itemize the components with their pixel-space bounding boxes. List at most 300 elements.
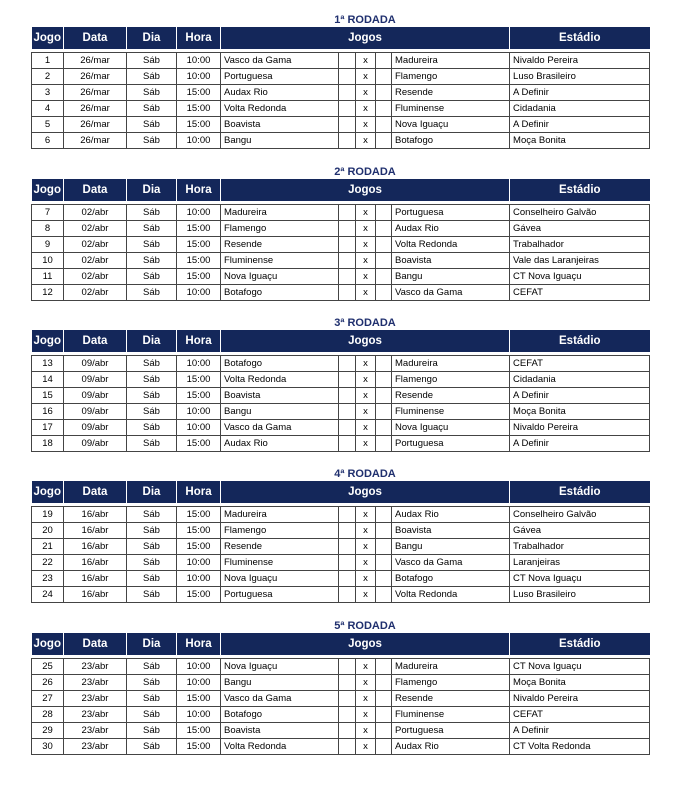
cell-away: Fluminense	[392, 707, 510, 723]
cell-jogo: 21	[32, 539, 64, 555]
cell-estadio: Moça Bonita	[510, 675, 650, 691]
cell-jogo: 27	[32, 691, 64, 707]
cell-dia: Sáb	[127, 555, 177, 571]
cell-home: Botafogo	[221, 285, 339, 301]
header-jogo: Jogo	[32, 481, 64, 503]
table-row	[32, 237, 650, 253]
cell-dia: Sáb	[127, 691, 177, 707]
cell-estadio: Moça Bonita	[510, 404, 650, 420]
cell-estadio: Nivaldo Pereira	[510, 53, 650, 69]
cell-away: Bangu	[392, 539, 510, 555]
cell-dia: Sáb	[127, 221, 177, 237]
cell-data: 26/mar	[64, 69, 127, 85]
cell-home: Madureira	[221, 205, 339, 221]
cell-home: Audax Rio	[221, 436, 339, 452]
table-row	[32, 571, 650, 587]
cell-home: Botafogo	[221, 707, 339, 723]
round-title: 2ª RODADA	[334, 166, 396, 178]
cell-estadio: Luso Brasileiro	[510, 69, 650, 85]
cell-dia: Sáb	[127, 253, 177, 269]
cell-data: 16/abr	[64, 587, 127, 603]
cell-spacer	[339, 404, 356, 420]
cell-jogo: 29	[32, 723, 64, 739]
cell-away: Bangu	[392, 269, 510, 285]
cell-spacer	[376, 205, 392, 221]
cell-spacer	[339, 555, 356, 571]
cell-x: x	[356, 237, 376, 253]
cell-home: Volta Redonda	[221, 101, 339, 117]
cell-spacer	[339, 221, 356, 237]
cell-estadio: Trabalhador	[510, 237, 650, 253]
cell-data: 02/abr	[64, 221, 127, 237]
cell-away: Fluminense	[392, 404, 510, 420]
header-jogo: Jogo	[32, 633, 64, 655]
cell-jogo: 20	[32, 523, 64, 539]
cell-spacer	[376, 117, 392, 133]
cell-estadio: CEFAT	[510, 707, 650, 723]
cell-dia: Sáb	[127, 117, 177, 133]
cell-x: x	[356, 269, 376, 285]
cell-home: Botafogo	[221, 356, 339, 372]
cell-away: Volta Redonda	[392, 237, 510, 253]
cell-x: x	[356, 723, 376, 739]
cell-jogo: 12	[32, 285, 64, 301]
header-hora: Hora	[177, 481, 221, 503]
cell-away: Vasco da Gama	[392, 555, 510, 571]
cell-x: x	[356, 587, 376, 603]
cell-data: 16/abr	[64, 555, 127, 571]
cell-away: Nova Iguaçu	[392, 117, 510, 133]
cell-away: Portuguesa	[392, 205, 510, 221]
cell-jogo: 23	[32, 571, 64, 587]
cell-hora: 10:00	[177, 356, 221, 372]
cell-dia: Sáb	[127, 205, 177, 221]
cell-away: Fluminense	[392, 101, 510, 117]
cell-spacer	[339, 85, 356, 101]
cell-spacer	[376, 372, 392, 388]
cell-spacer	[376, 707, 392, 723]
header-data: Data	[64, 633, 127, 655]
cell-away: Audax Rio	[392, 739, 510, 755]
round-title: 4ª RODADA	[334, 468, 396, 480]
header-jogos: Jogos	[221, 179, 510, 201]
cell-estadio: A Definir	[510, 436, 650, 452]
cell-hora: 15:00	[177, 372, 221, 388]
cell-spacer	[376, 237, 392, 253]
table-row	[32, 507, 650, 523]
cell-dia: Sáb	[127, 69, 177, 85]
cell-home: Nova Iguaçu	[221, 659, 339, 675]
cell-spacer	[376, 388, 392, 404]
cell-spacer	[339, 507, 356, 523]
cell-hora: 10:00	[177, 285, 221, 301]
cell-home: Vasco da Gama	[221, 420, 339, 436]
table-row	[32, 285, 650, 301]
cell-jogo: 11	[32, 269, 64, 285]
cell-estadio: A Definir	[510, 723, 650, 739]
cell-data: 23/abr	[64, 659, 127, 675]
cell-hora: 15:00	[177, 739, 221, 755]
cell-jogo: 14	[32, 372, 64, 388]
header-dia: Dia	[127, 179, 177, 201]
cell-home: Vasco da Gama	[221, 53, 339, 69]
cell-spacer	[339, 133, 356, 149]
cell-spacer	[376, 571, 392, 587]
table-row	[32, 436, 650, 452]
cell-hora: 10:00	[177, 571, 221, 587]
cell-jogo: 16	[32, 404, 64, 420]
cell-hora: 10:00	[177, 133, 221, 149]
cell-x: x	[356, 523, 376, 539]
cell-home: Resende	[221, 237, 339, 253]
cell-spacer	[376, 356, 392, 372]
table-row	[32, 117, 650, 133]
cell-away: Resende	[392, 388, 510, 404]
cell-away: Madureira	[392, 53, 510, 69]
cell-away: Portuguesa	[392, 723, 510, 739]
cell-data: 16/abr	[64, 571, 127, 587]
cell-dia: Sáb	[127, 723, 177, 739]
cell-home: Resende	[221, 539, 339, 555]
header-estadio: Estádio	[510, 330, 650, 352]
cell-jogo: 7	[32, 205, 64, 221]
cell-spacer	[339, 69, 356, 85]
cell-dia: Sáb	[127, 523, 177, 539]
cell-x: x	[356, 117, 376, 133]
cell-hora: 15:00	[177, 117, 221, 133]
cell-dia: Sáb	[127, 356, 177, 372]
cell-jogo: 6	[32, 133, 64, 149]
cell-home: Volta Redonda	[221, 739, 339, 755]
cell-x: x	[356, 420, 376, 436]
cell-estadio: Conselheiro Galvão	[510, 205, 650, 221]
cell-estadio: Cidadania	[510, 372, 650, 388]
cell-data: 26/mar	[64, 101, 127, 117]
table-row	[32, 85, 650, 101]
cell-x: x	[356, 707, 376, 723]
cell-estadio: Nivaldo Pereira	[510, 420, 650, 436]
cell-estadio: Conselheiro Galvão	[510, 507, 650, 523]
cell-home: Boavista	[221, 388, 339, 404]
header-data: Data	[64, 179, 127, 201]
header-hora: Hora	[177, 633, 221, 655]
cell-data: 23/abr	[64, 691, 127, 707]
header-data: Data	[64, 481, 127, 503]
cell-data: 09/abr	[64, 356, 127, 372]
cell-x: x	[356, 539, 376, 555]
header-dia: Dia	[127, 481, 177, 503]
table-row	[32, 555, 650, 571]
cell-spacer	[339, 372, 356, 388]
header-jogo: Jogo	[32, 179, 64, 201]
cell-data: 23/abr	[64, 675, 127, 691]
cell-estadio: CT Volta Redonda	[510, 739, 650, 755]
cell-hora: 15:00	[177, 523, 221, 539]
cell-estadio: CT Nova Iguaçu	[510, 571, 650, 587]
cell-x: x	[356, 436, 376, 452]
table-row	[32, 69, 650, 85]
header-data: Data	[64, 330, 127, 352]
cell-home: Nova Iguaçu	[221, 571, 339, 587]
round-table	[31, 330, 650, 452]
cell-spacer	[376, 675, 392, 691]
cell-dia: Sáb	[127, 404, 177, 420]
cell-spacer	[376, 555, 392, 571]
cell-dia: Sáb	[127, 372, 177, 388]
cell-spacer	[339, 101, 356, 117]
cell-x: x	[356, 388, 376, 404]
cell-spacer	[339, 420, 356, 436]
cell-x: x	[356, 205, 376, 221]
round-table	[31, 27, 650, 149]
cell-x: x	[356, 675, 376, 691]
cell-spacer	[339, 587, 356, 603]
cell-x: x	[356, 404, 376, 420]
cell-x: x	[356, 69, 376, 85]
cell-jogo: 24	[32, 587, 64, 603]
cell-home: Fluminense	[221, 253, 339, 269]
header-jogo: Jogo	[32, 330, 64, 352]
round-section	[31, 467, 649, 603]
round-title: 1ª RODADA	[334, 14, 396, 26]
cell-spacer	[376, 739, 392, 755]
cell-spacer	[376, 221, 392, 237]
cell-spacer	[339, 253, 356, 269]
cell-dia: Sáb	[127, 739, 177, 755]
header-jogo: Jogo	[32, 27, 64, 49]
cell-x: x	[356, 133, 376, 149]
cell-jogo: 26	[32, 675, 64, 691]
cell-home: Bangu	[221, 675, 339, 691]
header-hora: Hora	[177, 330, 221, 352]
round-title: 3ª RODADA	[334, 317, 396, 329]
cell-estadio: A Definir	[510, 85, 650, 101]
cell-x: x	[356, 85, 376, 101]
cell-jogo: 15	[32, 388, 64, 404]
cell-away: Flamengo	[392, 372, 510, 388]
cell-data: 02/abr	[64, 205, 127, 221]
header-jogos: Jogos	[221, 633, 510, 655]
header-estadio: Estádio	[510, 179, 650, 201]
cell-dia: Sáb	[127, 388, 177, 404]
cell-data: 09/abr	[64, 420, 127, 436]
cell-jogo: 1	[32, 53, 64, 69]
cell-hora: 10:00	[177, 555, 221, 571]
cell-away: Volta Redonda	[392, 587, 510, 603]
cell-x: x	[356, 571, 376, 587]
cell-spacer	[339, 117, 356, 133]
cell-hora: 15:00	[177, 587, 221, 603]
cell-estadio: Nivaldo Pereira	[510, 691, 650, 707]
header-jogos: Jogos	[221, 27, 510, 49]
table-row	[32, 659, 650, 675]
cell-spacer	[376, 133, 392, 149]
header-data: Data	[64, 27, 127, 49]
table-row	[32, 253, 650, 269]
cell-data: 23/abr	[64, 723, 127, 739]
round-section	[31, 619, 649, 755]
cell-data: 16/abr	[64, 523, 127, 539]
table-row	[32, 691, 650, 707]
cell-hora: 15:00	[177, 691, 221, 707]
table-row	[32, 53, 650, 69]
round-section	[31, 165, 649, 301]
cell-jogo: 19	[32, 507, 64, 523]
cell-hora: 15:00	[177, 507, 221, 523]
cell-hora: 15:00	[177, 101, 221, 117]
cell-dia: Sáb	[127, 85, 177, 101]
cell-spacer	[376, 269, 392, 285]
cell-hora: 15:00	[177, 221, 221, 237]
cell-jogo: 9	[32, 237, 64, 253]
cell-spacer	[339, 691, 356, 707]
cell-data: 02/abr	[64, 253, 127, 269]
cell-away: Resende	[392, 691, 510, 707]
cell-estadio: Trabalhador	[510, 539, 650, 555]
cell-data: 16/abr	[64, 539, 127, 555]
cell-spacer	[376, 253, 392, 269]
cell-spacer	[339, 723, 356, 739]
cell-dia: Sáb	[127, 571, 177, 587]
cell-data: 09/abr	[64, 388, 127, 404]
cell-estadio: Gávea	[510, 523, 650, 539]
cell-spacer	[339, 539, 356, 555]
cell-home: Nova Iguaçu	[221, 269, 339, 285]
table-row	[32, 372, 650, 388]
cell-jogo: 25	[32, 659, 64, 675]
cell-away: Resende	[392, 85, 510, 101]
cell-estadio: Laranjeiras	[510, 555, 650, 571]
cell-data: 23/abr	[64, 739, 127, 755]
cell-estadio: CT Nova Iguaçu	[510, 269, 650, 285]
cell-spacer	[339, 523, 356, 539]
cell-estadio: Vale das Laranjeiras	[510, 253, 650, 269]
cell-dia: Sáb	[127, 436, 177, 452]
header-jogos: Jogos	[221, 330, 510, 352]
table-row	[32, 269, 650, 285]
cell-jogo: 4	[32, 101, 64, 117]
header-hora: Hora	[177, 179, 221, 201]
cell-away: Flamengo	[392, 675, 510, 691]
header-dia: Dia	[127, 633, 177, 655]
table-row	[32, 420, 650, 436]
cell-spacer	[376, 659, 392, 675]
cell-spacer	[339, 237, 356, 253]
cell-spacer	[339, 205, 356, 221]
table-row	[32, 707, 650, 723]
table-row	[32, 587, 650, 603]
cell-jogo: 28	[32, 707, 64, 723]
cell-dia: Sáb	[127, 285, 177, 301]
cell-estadio: CT Nova Iguaçu	[510, 659, 650, 675]
cell-dia: Sáb	[127, 675, 177, 691]
cell-dia: Sáb	[127, 707, 177, 723]
cell-spacer	[376, 507, 392, 523]
round-section	[31, 13, 649, 149]
cell-jogo: 3	[32, 85, 64, 101]
cell-hora: 10:00	[177, 53, 221, 69]
table-row	[32, 221, 650, 237]
cell-home: Portuguesa	[221, 587, 339, 603]
cell-jogo: 13	[32, 356, 64, 372]
cell-estadio: Cidadania	[510, 101, 650, 117]
cell-hora: 15:00	[177, 388, 221, 404]
cell-hora: 15:00	[177, 723, 221, 739]
header-dia: Dia	[127, 27, 177, 49]
cell-hora: 10:00	[177, 420, 221, 436]
cell-spacer	[376, 587, 392, 603]
cell-jogo: 18	[32, 436, 64, 452]
table-row	[32, 404, 650, 420]
cell-estadio: CEFAT	[510, 356, 650, 372]
cell-spacer	[376, 539, 392, 555]
cell-away: Flamengo	[392, 69, 510, 85]
cell-spacer	[376, 691, 392, 707]
cell-x: x	[356, 659, 376, 675]
cell-x: x	[356, 253, 376, 269]
cell-hora: 15:00	[177, 85, 221, 101]
cell-spacer	[339, 269, 356, 285]
cell-away: Audax Rio	[392, 507, 510, 523]
cell-spacer	[339, 571, 356, 587]
cell-spacer	[376, 436, 392, 452]
cell-dia: Sáb	[127, 269, 177, 285]
cell-data: 02/abr	[64, 269, 127, 285]
cell-spacer	[339, 707, 356, 723]
cell-estadio: A Definir	[510, 117, 650, 133]
header-hora: Hora	[177, 27, 221, 49]
cell-spacer	[376, 285, 392, 301]
cell-home: Fluminense	[221, 555, 339, 571]
header-estadio: Estádio	[510, 633, 650, 655]
cell-home: Vasco da Gama	[221, 691, 339, 707]
round-table	[31, 179, 650, 301]
cell-spacer	[339, 356, 356, 372]
cell-x: x	[356, 691, 376, 707]
cell-data: 02/abr	[64, 237, 127, 253]
cell-dia: Sáb	[127, 507, 177, 523]
cell-dia: Sáb	[127, 53, 177, 69]
cell-home: Boavista	[221, 117, 339, 133]
cell-x: x	[356, 555, 376, 571]
cell-hora: 15:00	[177, 269, 221, 285]
cell-home: Bangu	[221, 133, 339, 149]
cell-away: Boavista	[392, 253, 510, 269]
cell-data: 16/abr	[64, 507, 127, 523]
cell-home: Audax Rio	[221, 85, 339, 101]
header-estadio: Estádio	[510, 27, 650, 49]
cell-away: Botafogo	[392, 571, 510, 587]
cell-hora: 10:00	[177, 205, 221, 221]
cell-estadio: Luso Brasileiro	[510, 587, 650, 603]
cell-estadio: CEFAT	[510, 285, 650, 301]
cell-spacer	[339, 436, 356, 452]
cell-estadio: Gávea	[510, 221, 650, 237]
cell-x: x	[356, 739, 376, 755]
cell-spacer	[339, 675, 356, 691]
cell-spacer	[376, 69, 392, 85]
cell-spacer	[376, 420, 392, 436]
cell-jogo: 10	[32, 253, 64, 269]
cell-away: Botafogo	[392, 133, 510, 149]
table-row	[32, 133, 650, 149]
table-row	[32, 356, 650, 372]
cell-hora: 10:00	[177, 707, 221, 723]
header-jogos: Jogos	[221, 481, 510, 503]
cell-jogo: 8	[32, 221, 64, 237]
table-row	[32, 388, 650, 404]
table-row	[32, 205, 650, 221]
